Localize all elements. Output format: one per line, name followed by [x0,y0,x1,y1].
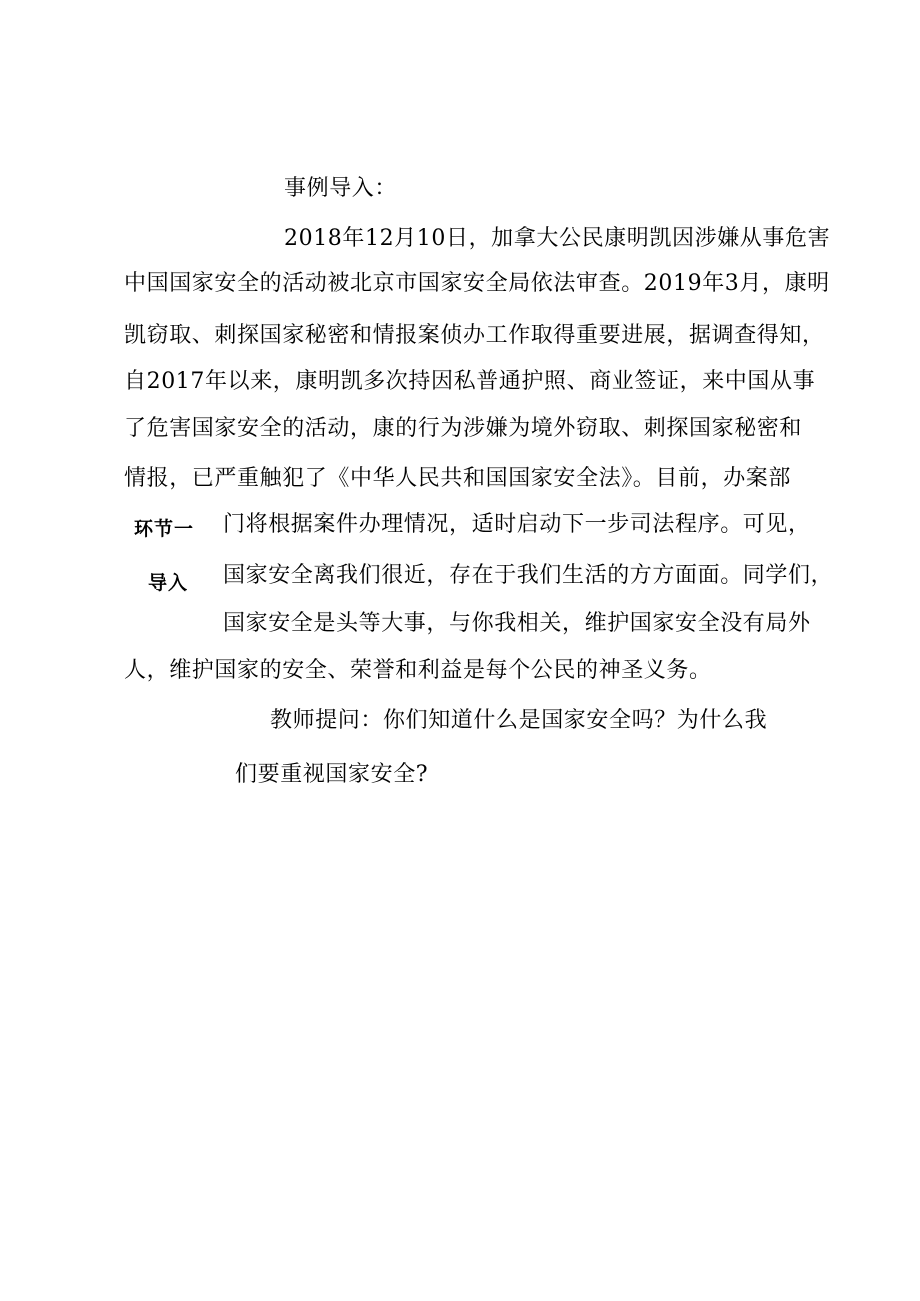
body-line-6: 情报，已严重触犯了《中华人民共和国国家安全法》。目前，办案部 [124,466,792,491]
section-label-title: 导入 [148,572,189,594]
body-line-8: 国家安全离我们很近，存在于我们生活的方方面面。同学们， [223,563,834,588]
body-line-5: 了危害国家安全的活动，康的行为涉嫌为境外窃取、刺探国家秘密和 [124,416,803,441]
body-line-2: 中国国家安全的活动被北京市国家安全局依法审查。2019年3月，康明 [124,271,830,296]
case-intro-heading: 事例导入： [284,176,398,201]
teacher-question-line-2: 们要重视国家安全? [235,762,429,787]
teacher-question-line-1: 教师提问：你们知道什么是国家安全吗？为什么我 [270,708,768,733]
body-line-10: 人，维护国家的安全、荣誉和利益是每个公民的神圣义务。 [124,658,712,683]
body-line-4: 自2017年以来，康明凯多次持因私普通护照、商业签证，来中国从事 [124,369,816,394]
section-label-part: 环节一 [134,518,195,540]
body-line-7: 门将根据案件办理情况，适时启动下一步司法程序。可见， [223,512,811,537]
body-line-3: 凯窃取、刺探国家秘密和情报案侦办工作取得重要进展，据调查得知， [124,323,825,348]
body-line-1: 2018年12月10日，加拿大公民康明凯因涉嫌从事危害 [284,226,831,251]
body-line-9: 国家安全是头等大事，与你我相关，维护国家安全没有局外 [223,611,811,636]
